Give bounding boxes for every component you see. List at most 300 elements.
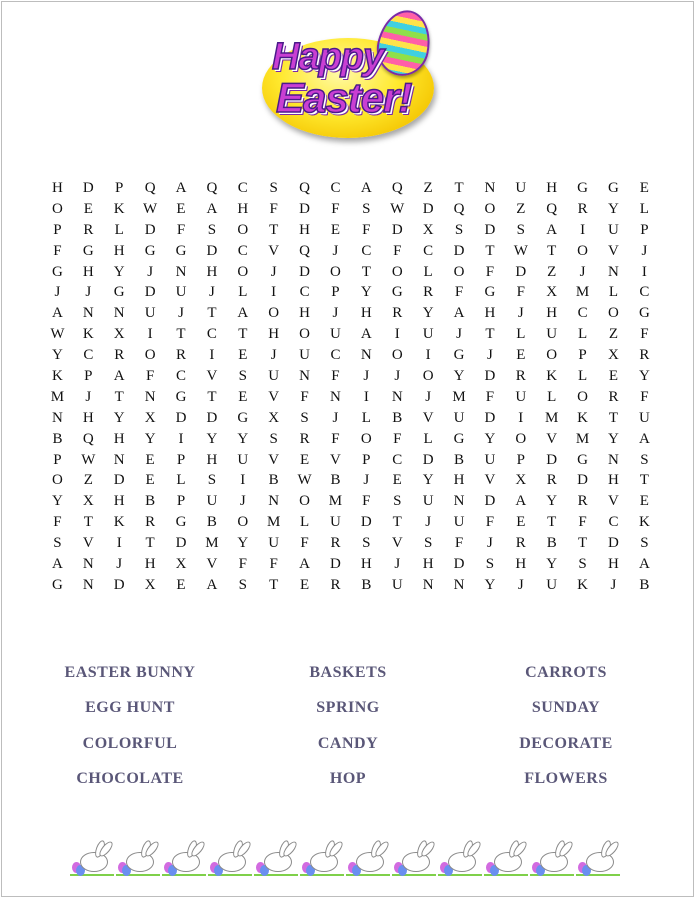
grid-letter[interactable]: Z <box>423 180 433 196</box>
grid-letter[interactable]: L <box>547 388 557 405</box>
grid-letter[interactable]: D <box>175 409 187 426</box>
grid-letter[interactable]: H <box>237 200 249 217</box>
grid-letter[interactable]: C <box>577 305 588 322</box>
grid-letter[interactable]: C <box>361 242 372 259</box>
grid-letter[interactable]: W <box>143 200 158 217</box>
grid-letter[interactable]: C <box>176 368 187 385</box>
grid-letter[interactable]: A <box>360 180 372 196</box>
grid-letter[interactable]: F <box>53 242 62 259</box>
grid-letter[interactable]: P <box>115 180 124 196</box>
grid-letter[interactable]: J <box>332 242 339 259</box>
grid-letter[interactable]: H <box>360 305 372 322</box>
grid-letter[interactable]: O <box>391 263 403 280</box>
grid-letter[interactable]: S <box>269 180 278 196</box>
grid-letter[interactable]: F <box>300 388 309 405</box>
grid-letter[interactable]: H <box>144 556 156 573</box>
grid-letter[interactable]: V <box>206 368 218 385</box>
grid-letter[interactable]: K <box>113 200 125 217</box>
grid-letter[interactable]: A <box>206 200 218 217</box>
grid-letter[interactable]: S <box>207 472 217 489</box>
grid-letter[interactable]: F <box>176 221 186 238</box>
grid-letter[interactable]: Y <box>546 556 558 573</box>
grid-letter[interactable]: I <box>240 472 246 489</box>
grid-letter[interactable]: Q <box>206 180 218 196</box>
grid-letter[interactable]: D <box>422 451 434 468</box>
grid-letter[interactable]: O <box>268 305 280 322</box>
grid-letter[interactable]: B <box>52 430 63 447</box>
grid-letter[interactable]: D <box>113 472 125 489</box>
grid-letter[interactable]: M <box>50 388 65 405</box>
grid-letter[interactable]: V <box>608 242 619 259</box>
grid-letter[interactable]: J <box>486 535 493 552</box>
grid-letter[interactable]: I <box>518 409 524 426</box>
grid-letter[interactable]: N <box>82 576 94 593</box>
grid-letter[interactable]: I <box>580 221 586 238</box>
grid-letter[interactable]: Z <box>608 326 619 343</box>
grid-letter[interactable]: T <box>207 388 217 405</box>
grid-letter[interactable]: F <box>269 200 278 217</box>
grid-letter[interactable]: D <box>484 368 496 385</box>
grid-letter[interactable]: A <box>638 556 650 573</box>
grid-letter[interactable]: L <box>516 326 526 343</box>
grid-letter[interactable]: T <box>639 472 649 489</box>
grid-letter[interactable]: O <box>237 514 249 531</box>
grid-letter[interactable]: R <box>83 221 94 238</box>
grid-letter[interactable]: K <box>82 326 94 343</box>
grid-letter[interactable]: O <box>577 242 588 259</box>
grid-letter[interactable]: H <box>113 242 125 259</box>
grid-letter[interactable]: H <box>206 263 218 280</box>
grid-letter[interactable]: E <box>299 576 310 593</box>
grid-letter[interactable]: M <box>575 430 590 447</box>
grid-letter[interactable]: E <box>83 200 93 217</box>
grid-letter[interactable]: R <box>176 347 187 364</box>
grid-letter[interactable]: Q <box>299 180 310 196</box>
grid-letter[interactable]: S <box>578 556 587 573</box>
grid-letter[interactable]: S <box>423 535 433 552</box>
grid-letter[interactable]: J <box>270 263 277 280</box>
grid-letter[interactable]: J <box>85 388 92 405</box>
grid-letter[interactable]: F <box>269 556 278 573</box>
grid-letter[interactable]: A <box>52 556 63 573</box>
grid-letter[interactable]: H <box>453 472 465 489</box>
grid-letter[interactable]: J <box>517 576 524 593</box>
grid-letter[interactable]: H <box>546 305 558 322</box>
grid-letter[interactable]: T <box>608 409 619 426</box>
grid-letter[interactable]: Y <box>453 368 465 385</box>
grid-letter[interactable]: T <box>454 180 464 196</box>
grid-letter[interactable]: P <box>516 451 525 468</box>
grid-letter[interactable]: N <box>299 368 310 385</box>
grid-letter[interactable]: B <box>454 451 465 468</box>
grid-letter[interactable]: D <box>484 221 496 238</box>
grid-letter[interactable]: T <box>392 514 402 531</box>
grid-letter[interactable]: O <box>422 368 434 385</box>
grid-letter[interactable]: O <box>391 347 403 364</box>
grid-letter[interactable]: C <box>83 347 94 364</box>
grid-letter[interactable]: O <box>144 347 156 364</box>
grid-letter[interactable]: N <box>608 451 619 468</box>
grid-letter[interactable]: T <box>547 514 557 531</box>
grid-letter[interactable]: O <box>330 263 341 280</box>
grid-letter[interactable]: I <box>271 284 277 301</box>
grid-letter[interactable]: D <box>175 535 187 552</box>
grid-letter[interactable]: E <box>330 221 341 238</box>
grid-letter[interactable]: T <box>176 326 186 343</box>
grid-letter[interactable]: O <box>299 326 310 343</box>
grid-letter[interactable]: V <box>608 493 619 510</box>
grid-letter[interactable]: H <box>422 556 434 573</box>
grid-letter[interactable]: S <box>640 535 649 552</box>
grid-letter[interactable]: V <box>484 472 496 489</box>
grid-letter[interactable]: H <box>299 305 310 322</box>
grid-letter[interactable]: X <box>515 472 527 489</box>
grid-letter[interactable]: E <box>176 576 186 593</box>
grid-letter[interactable]: S <box>640 451 649 468</box>
grid-letter[interactable]: X <box>144 409 156 426</box>
grid-letter[interactable]: F <box>393 242 402 259</box>
grid-letter[interactable]: C <box>206 326 217 343</box>
grid-letter[interactable]: B <box>268 472 279 489</box>
grid-letter[interactable]: J <box>517 305 524 322</box>
grid-letter[interactable]: D <box>299 200 310 217</box>
grid-letter[interactable]: C <box>237 180 248 196</box>
grid-letter[interactable]: R <box>515 535 526 552</box>
grid-letter[interactable]: C <box>237 242 248 259</box>
grid-letter[interactable]: O <box>608 305 619 322</box>
grid-letter[interactable]: Q <box>546 200 558 217</box>
grid-letter[interactable]: F <box>238 556 247 573</box>
grid-letter[interactable]: V <box>268 451 280 468</box>
grid-letter[interactable]: O <box>484 200 496 217</box>
grid-letter[interactable]: B <box>206 514 217 531</box>
grid-letter[interactable]: N <box>453 576 465 593</box>
grid-letter[interactable]: U <box>515 388 527 405</box>
grid-letter[interactable]: L <box>423 430 433 447</box>
grid-letter[interactable]: F <box>393 430 402 447</box>
grid-letter[interactable]: E <box>608 368 619 385</box>
grid-letter[interactable]: R <box>114 347 125 364</box>
grid-letter[interactable]: G <box>52 263 63 280</box>
grid-letter[interactable]: M <box>545 409 559 426</box>
grid-letter[interactable]: J <box>579 263 586 280</box>
grid-letter[interactable]: J <box>54 284 61 301</box>
grid-letter[interactable]: C <box>608 514 619 531</box>
grid-letter[interactable]: U <box>237 451 249 468</box>
grid-letter[interactable]: D <box>453 242 465 259</box>
grid-letter[interactable]: J <box>394 368 401 385</box>
grid-letter[interactable]: A <box>237 305 249 322</box>
grid-letter[interactable]: T <box>238 326 248 343</box>
grid-letter[interactable]: U <box>299 347 310 364</box>
grid-letter[interactable]: I <box>209 347 215 364</box>
grid-letter[interactable]: N <box>113 451 125 468</box>
grid-letter[interactable]: K <box>577 576 588 593</box>
grid-letter[interactable]: K <box>52 368 63 385</box>
grid-letter[interactable]: X <box>113 326 125 343</box>
grid-letter[interactable]: F <box>362 221 371 238</box>
grid-letter[interactable]: A <box>360 326 372 343</box>
grid-letter[interactable]: Y <box>113 409 125 426</box>
grid-letter[interactable]: I <box>178 430 184 447</box>
grid-letter[interactable]: F <box>145 368 155 385</box>
grid-letter[interactable]: F <box>640 326 649 343</box>
grid-letter[interactable]: Q <box>391 180 403 196</box>
grid-letter[interactable]: Y <box>608 430 619 447</box>
grid-letter[interactable]: D <box>515 263 527 280</box>
grid-letter[interactable]: S <box>393 493 402 510</box>
grid-letter[interactable]: N <box>268 493 280 510</box>
grid-letter[interactable]: O <box>515 430 527 447</box>
grid-letter[interactable]: J <box>456 326 462 343</box>
grid-letter[interactable]: G <box>175 388 187 405</box>
grid-letter[interactable]: X <box>175 556 187 573</box>
grid-letter[interactable]: D <box>546 451 558 468</box>
grid-letter[interactable]: Z <box>516 200 526 217</box>
grid-letter[interactable]: U <box>144 305 156 322</box>
grid-letter[interactable]: E <box>639 180 649 196</box>
grid-letter[interactable]: S <box>269 430 278 447</box>
grid-letter[interactable]: A <box>638 430 650 447</box>
grid-letter[interactable]: J <box>610 576 617 593</box>
grid-letter[interactable]: C <box>639 284 650 301</box>
grid-letter[interactable]: G <box>638 305 650 322</box>
grid-letter[interactable]: N <box>360 347 372 364</box>
grid-letter[interactable]: D <box>422 200 434 217</box>
grid-letter[interactable]: J <box>363 472 370 489</box>
grid-letter[interactable]: M <box>328 493 343 510</box>
grid-letter[interactable]: D <box>299 263 310 280</box>
grid-letter[interactable]: F <box>485 514 495 531</box>
grid-letter[interactable]: F <box>362 493 371 510</box>
grid-letter[interactable]: O <box>299 493 310 510</box>
grid-letter[interactable]: H <box>515 556 527 573</box>
grid-letter[interactable]: D <box>144 221 156 238</box>
grid-letter[interactable]: M <box>575 284 590 301</box>
grid-letter[interactable]: U <box>515 180 527 196</box>
grid-letter[interactable]: U <box>391 576 403 593</box>
grid-letter[interactable]: K <box>577 409 588 426</box>
grid-letter[interactable]: N <box>144 388 156 405</box>
grid-letter[interactable]: G <box>175 242 187 259</box>
grid-letter[interactable]: E <box>145 451 155 468</box>
grid-letter[interactable]: Y <box>52 347 63 364</box>
grid-letter[interactable]: E <box>639 493 649 510</box>
grid-letter[interactable]: U <box>546 576 558 593</box>
grid-letter[interactable]: F <box>53 514 62 531</box>
grid-letter[interactable]: V <box>391 535 403 552</box>
grid-letter[interactable]: A <box>175 180 187 196</box>
grid-letter[interactable]: T <box>485 242 495 259</box>
grid-letter[interactable]: P <box>578 347 587 364</box>
grid-letter[interactable]: D <box>206 409 218 426</box>
grid-letter[interactable]: H <box>608 556 619 573</box>
grid-letter[interactable]: H <box>268 326 280 343</box>
grid-letter[interactable]: V <box>206 556 218 573</box>
grid-letter[interactable]: P <box>53 221 62 238</box>
grid-letter[interactable]: D <box>82 180 94 196</box>
grid-letter[interactable]: N <box>484 180 496 196</box>
grid-letter[interactable]: U <box>638 409 650 426</box>
grid-letter[interactable]: U <box>175 284 187 301</box>
grid-letter[interactable]: G <box>453 347 465 364</box>
grid-letter[interactable]: T <box>207 305 217 322</box>
grid-letter[interactable]: W <box>513 242 528 259</box>
grid-letter[interactable]: V <box>82 535 94 552</box>
grid-letter[interactable]: Y <box>113 263 125 280</box>
grid-letter[interactable]: H <box>546 180 558 196</box>
grid-letter[interactable]: Z <box>547 263 557 280</box>
grid-letter[interactable]: W <box>297 472 312 489</box>
grid-letter[interactable]: J <box>178 305 184 322</box>
grid-letter[interactable]: G <box>577 180 588 196</box>
grid-letter[interactable]: I <box>116 535 122 552</box>
grid-letter[interactable]: L <box>608 284 619 301</box>
grid-letter[interactable]: F <box>300 535 309 552</box>
grid-letter[interactable]: F <box>485 263 495 280</box>
grid-letter[interactable]: J <box>394 556 401 573</box>
grid-letter[interactable]: R <box>299 430 310 447</box>
grid-letter[interactable]: S <box>53 535 62 552</box>
grid-letter[interactable]: Y <box>484 430 496 447</box>
grid-letter[interactable]: T <box>83 514 93 531</box>
grid-letter[interactable]: P <box>176 493 186 510</box>
grid-letter[interactable]: H <box>484 305 496 322</box>
grid-letter[interactable]: L <box>238 284 248 301</box>
grid-letter[interactable]: G <box>82 242 94 259</box>
grid-letter[interactable]: X <box>144 576 156 593</box>
grid-letter[interactable]: U <box>546 326 558 343</box>
grid-letter[interactable]: A <box>515 493 527 510</box>
grid-letter[interactable]: R <box>423 284 434 301</box>
grid-letter[interactable]: O <box>237 221 249 238</box>
grid-letter[interactable]: C <box>423 242 434 259</box>
grid-letter[interactable]: F <box>640 388 649 405</box>
grid-letter[interactable]: I <box>394 326 400 343</box>
grid-letter[interactable]: L <box>423 263 433 280</box>
grid-letter[interactable]: Y <box>52 493 63 510</box>
grid-letter[interactable]: R <box>330 535 341 552</box>
grid-letter[interactable]: F <box>485 388 495 405</box>
grid-letter[interactable]: T <box>114 388 124 405</box>
grid-letter[interactable]: J <box>332 409 339 426</box>
grid-letter[interactable]: N <box>52 409 63 426</box>
grid-letter[interactable]: V <box>268 242 280 259</box>
grid-letter[interactable]: Q <box>82 430 94 447</box>
grid-letter[interactable]: E <box>176 200 186 217</box>
grid-letter[interactable]: A <box>546 221 558 238</box>
grid-letter[interactable]: U <box>422 326 434 343</box>
grid-letter[interactable]: N <box>391 388 403 405</box>
grid-letter[interactable]: Y <box>546 493 558 510</box>
grid-letter[interactable]: G <box>453 430 465 447</box>
grid-letter[interactable]: D <box>144 284 156 301</box>
grid-letter[interactable]: U <box>422 493 434 510</box>
grid-letter[interactable]: W <box>50 326 65 343</box>
grid-letter[interactable]: T <box>361 263 371 280</box>
grid-letter[interactable]: T <box>269 576 279 593</box>
grid-letter[interactable]: W <box>81 451 96 468</box>
grid-letter[interactable]: F <box>578 514 587 531</box>
grid-letter[interactable]: G <box>237 409 249 426</box>
grid-letter[interactable]: P <box>331 284 340 301</box>
grid-letter[interactable]: O <box>237 263 249 280</box>
grid-letter[interactable]: O <box>52 200 63 217</box>
grid-letter[interactable]: J <box>363 368 370 385</box>
grid-letter[interactable]: Y <box>608 200 619 217</box>
grid-letter[interactable]: N <box>422 576 434 593</box>
grid-letter[interactable]: Q <box>144 180 156 196</box>
grid-letter[interactable]: D <box>330 556 341 573</box>
grid-letter[interactable]: S <box>516 221 525 238</box>
grid-letter[interactable]: R <box>577 200 588 217</box>
grid-letter[interactable]: G <box>175 514 187 531</box>
grid-letter[interactable]: J <box>116 556 123 573</box>
grid-letter[interactable]: P <box>84 368 93 385</box>
grid-letter[interactable]: X <box>268 409 280 426</box>
grid-letter[interactable]: H <box>608 472 619 489</box>
grid-letter[interactable]: J <box>208 284 215 301</box>
grid-letter[interactable]: O <box>360 430 372 447</box>
grid-letter[interactable]: D <box>577 472 588 489</box>
grid-letter[interactable]: H <box>82 263 94 280</box>
grid-letter[interactable]: O <box>546 347 558 364</box>
grid-letter[interactable]: F <box>454 535 464 552</box>
grid-letter[interactable]: N <box>82 305 94 322</box>
grid-letter[interactable]: E <box>516 514 526 531</box>
grid-letter[interactable]: U <box>608 221 619 238</box>
grid-letter[interactable]: J <box>332 305 339 322</box>
grid-letter[interactable]: P <box>176 451 186 468</box>
grid-letter[interactable]: B <box>330 472 341 489</box>
grid-letter[interactable]: B <box>145 493 156 510</box>
grid-letter[interactable]: V <box>422 409 434 426</box>
grid-letter[interactable]: J <box>425 514 432 531</box>
grid-letter[interactable]: L <box>578 326 588 343</box>
grid-letter[interactable]: W <box>390 200 405 217</box>
grid-letter[interactable]: U <box>268 368 280 385</box>
grid-letter[interactable]: R <box>515 368 526 385</box>
grid-letter[interactable]: D <box>484 493 496 510</box>
grid-letter[interactable]: Y <box>237 430 249 447</box>
grid-letter[interactable]: F <box>331 200 340 217</box>
grid-letter[interactable]: K <box>113 514 125 531</box>
grid-letter[interactable]: J <box>85 284 92 301</box>
grid-letter[interactable]: G <box>608 180 619 196</box>
grid-letter[interactable]: Z <box>83 472 93 489</box>
grid-letter[interactable]: G <box>52 576 63 593</box>
grid-letter[interactable]: J <box>486 347 493 364</box>
grid-letter[interactable]: U <box>453 514 465 531</box>
grid-letter[interactable]: S <box>238 368 247 385</box>
grid-letter[interactable]: N <box>330 388 341 405</box>
grid-letter[interactable]: A <box>299 556 310 573</box>
grid-letter[interactable]: Q <box>299 242 310 259</box>
grid-letter[interactable]: Y <box>422 305 434 322</box>
grid-letter[interactable]: U <box>484 451 496 468</box>
grid-letter[interactable]: Y <box>206 430 218 447</box>
grid-letter[interactable]: J <box>641 242 648 259</box>
grid-letter[interactable]: E <box>145 472 155 489</box>
grid-letter[interactable]: H <box>206 451 218 468</box>
grid-letter[interactable]: H <box>113 493 125 510</box>
grid-letter[interactable]: T <box>269 221 279 238</box>
grid-letter[interactable]: E <box>299 451 310 468</box>
grid-letter[interactable]: C <box>392 451 403 468</box>
grid-letter[interactable]: L <box>639 200 649 217</box>
grid-letter[interactable]: Y <box>237 535 249 552</box>
grid-letter[interactable]: R <box>639 347 650 364</box>
